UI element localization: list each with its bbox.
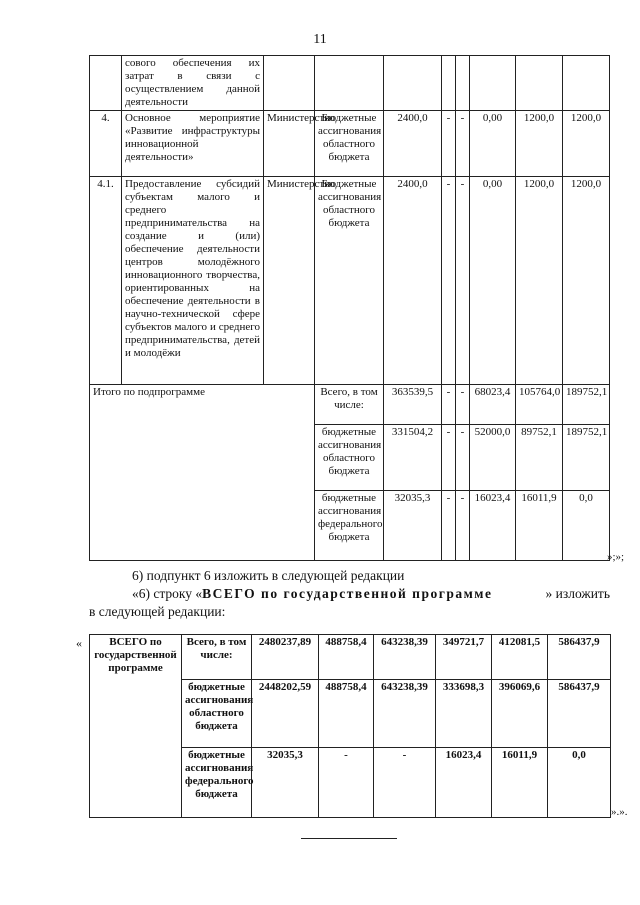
source-cell: бюджетные ассигнования областного бюджета <box>315 425 384 491</box>
executor-cell <box>264 56 315 111</box>
source-cell: Бюджетные ассигнования областного бюджета <box>315 111 384 177</box>
value-cell: - <box>456 385 470 425</box>
value-cell: 0,00 <box>470 177 516 385</box>
value-cell <box>442 56 456 111</box>
value-cell: 488758,4 <box>319 680 374 748</box>
closing-quote: ».». <box>611 806 628 818</box>
value-cell <box>470 56 516 111</box>
value-cell: 586437,9 <box>548 680 611 748</box>
value-cell: - <box>319 748 374 818</box>
value-cell: 1200,0 <box>516 111 563 177</box>
value-cell: 105764,0 <box>516 385 563 425</box>
value-cell: 189752,1 <box>563 385 610 425</box>
amendment-text: «6) строку « <box>132 586 203 601</box>
value-cell: 52000,0 <box>470 425 516 491</box>
table-row <box>90 56 610 111</box>
value-cell: 2448202,59 <box>252 680 319 748</box>
value-cell <box>456 56 470 111</box>
total-cell: 32035,3 <box>384 491 442 561</box>
value-cell: 412081,5 <box>492 635 548 680</box>
value-cell: 16023,4 <box>470 491 516 561</box>
value-cell: - <box>442 425 456 491</box>
total-cell: 2400,0 <box>384 111 442 177</box>
value-cell: - <box>442 111 456 177</box>
value-cell <box>516 56 563 111</box>
total-cell: 331504,2 <box>384 425 442 491</box>
program-name: ВСЕГО по государственной программе <box>202 586 493 601</box>
source-cell: Бюджетные ассигнования областного бюджета <box>315 177 384 385</box>
total-cell: 363539,5 <box>384 385 442 425</box>
amendment-line: в следующей редакции: <box>89 604 226 619</box>
value-cell: 1200,0 <box>563 177 610 385</box>
source-cell: бюджетные ассигнования федерального бюджета <box>315 491 384 561</box>
executor-cell: Министерство <box>264 177 315 385</box>
value-cell: 16011,9 <box>492 748 548 818</box>
value-cell: - <box>456 425 470 491</box>
value-cell: 0,00 <box>470 111 516 177</box>
value-cell: 0,0 <box>548 748 611 818</box>
value-cell: 2480237,89 <box>252 635 319 680</box>
total-cell <box>384 56 442 111</box>
value-cell: 349721,7 <box>436 635 492 680</box>
value-cell: 89752,1 <box>516 425 563 491</box>
value-cell: 16011,9 <box>516 491 563 561</box>
amendment-text: » изложить <box>545 586 610 601</box>
subprogram-table <box>89 55 610 561</box>
table-row <box>90 177 610 385</box>
value-cell: - <box>442 177 456 385</box>
executor-cell: Министерство <box>264 111 315 177</box>
page-number: 11 <box>313 32 327 47</box>
source-cell: бюджетные ассигнования областного бюджета <box>182 680 252 748</box>
value-cell: - <box>374 748 436 818</box>
value-cell: 643238,39 <box>374 680 436 748</box>
value-cell: 68023,4 <box>470 385 516 425</box>
source-cell: Всего, в том числе: <box>182 635 252 680</box>
activity-text: сового обеспечения их затрат в связи с осуществлением данной деятельности <box>122 56 264 111</box>
source-cell: бюджетные ассигнования федерального бюджета <box>182 748 252 818</box>
value-cell: 396069,6 <box>492 680 548 748</box>
value-cell: 643238,39 <box>374 635 436 680</box>
row-number: 4. <box>90 111 122 177</box>
value-cell: 488758,4 <box>319 635 374 680</box>
program-total-table <box>89 634 611 818</box>
program-total-label: ВСЕГО по государственной программе <box>90 635 182 818</box>
value-cell: 1200,0 <box>563 111 610 177</box>
source-cell <box>315 56 384 111</box>
source-cell: Всего, в том числе: <box>315 385 384 425</box>
table-row <box>90 111 610 177</box>
closing-quote: »;»; <box>607 551 625 563</box>
value-cell: 333698,3 <box>436 680 492 748</box>
value-cell <box>563 56 610 111</box>
value-cell: - <box>456 177 470 385</box>
table-row <box>90 385 610 425</box>
value-cell: 32035,3 <box>252 748 319 818</box>
value-cell: - <box>442 385 456 425</box>
value-cell: 1200,0 <box>516 177 563 385</box>
value-cell: 586437,9 <box>548 635 611 680</box>
end-rule <box>301 838 397 839</box>
amendment-line <box>132 586 610 602</box>
value-cell: 189752,1 <box>563 425 610 491</box>
value-cell: - <box>442 491 456 561</box>
subtotal-label: Итого по подпрограмме <box>90 385 315 561</box>
opening-quote: « <box>76 636 82 650</box>
value-cell: 16023,4 <box>436 748 492 818</box>
amendment-line: 6) подпункт 6 изложить в следующей редакции <box>132 568 405 583</box>
table-row <box>90 635 611 680</box>
value-cell: - <box>456 491 470 561</box>
row-number: 4.1. <box>90 177 122 385</box>
total-cell: 2400,0 <box>384 177 442 385</box>
activity-text: Основное мероприятие «Развитие инфраструктуры инновационной деятельности» <box>122 111 264 177</box>
activity-text: Предоставление субсидий субъектам малого и среднего предпринимательства на создание и (или) обеспечение деятельности центров молодёжного инновационного творчества, ориентированных на обеспечение деятельности в научно-технической сфере субъектов малого и среднего предпринимательства, детей и молодёжи <box>122 177 264 385</box>
value-cell: - <box>456 111 470 177</box>
row-number <box>90 56 122 111</box>
value-cell: 0,0 <box>563 491 610 561</box>
